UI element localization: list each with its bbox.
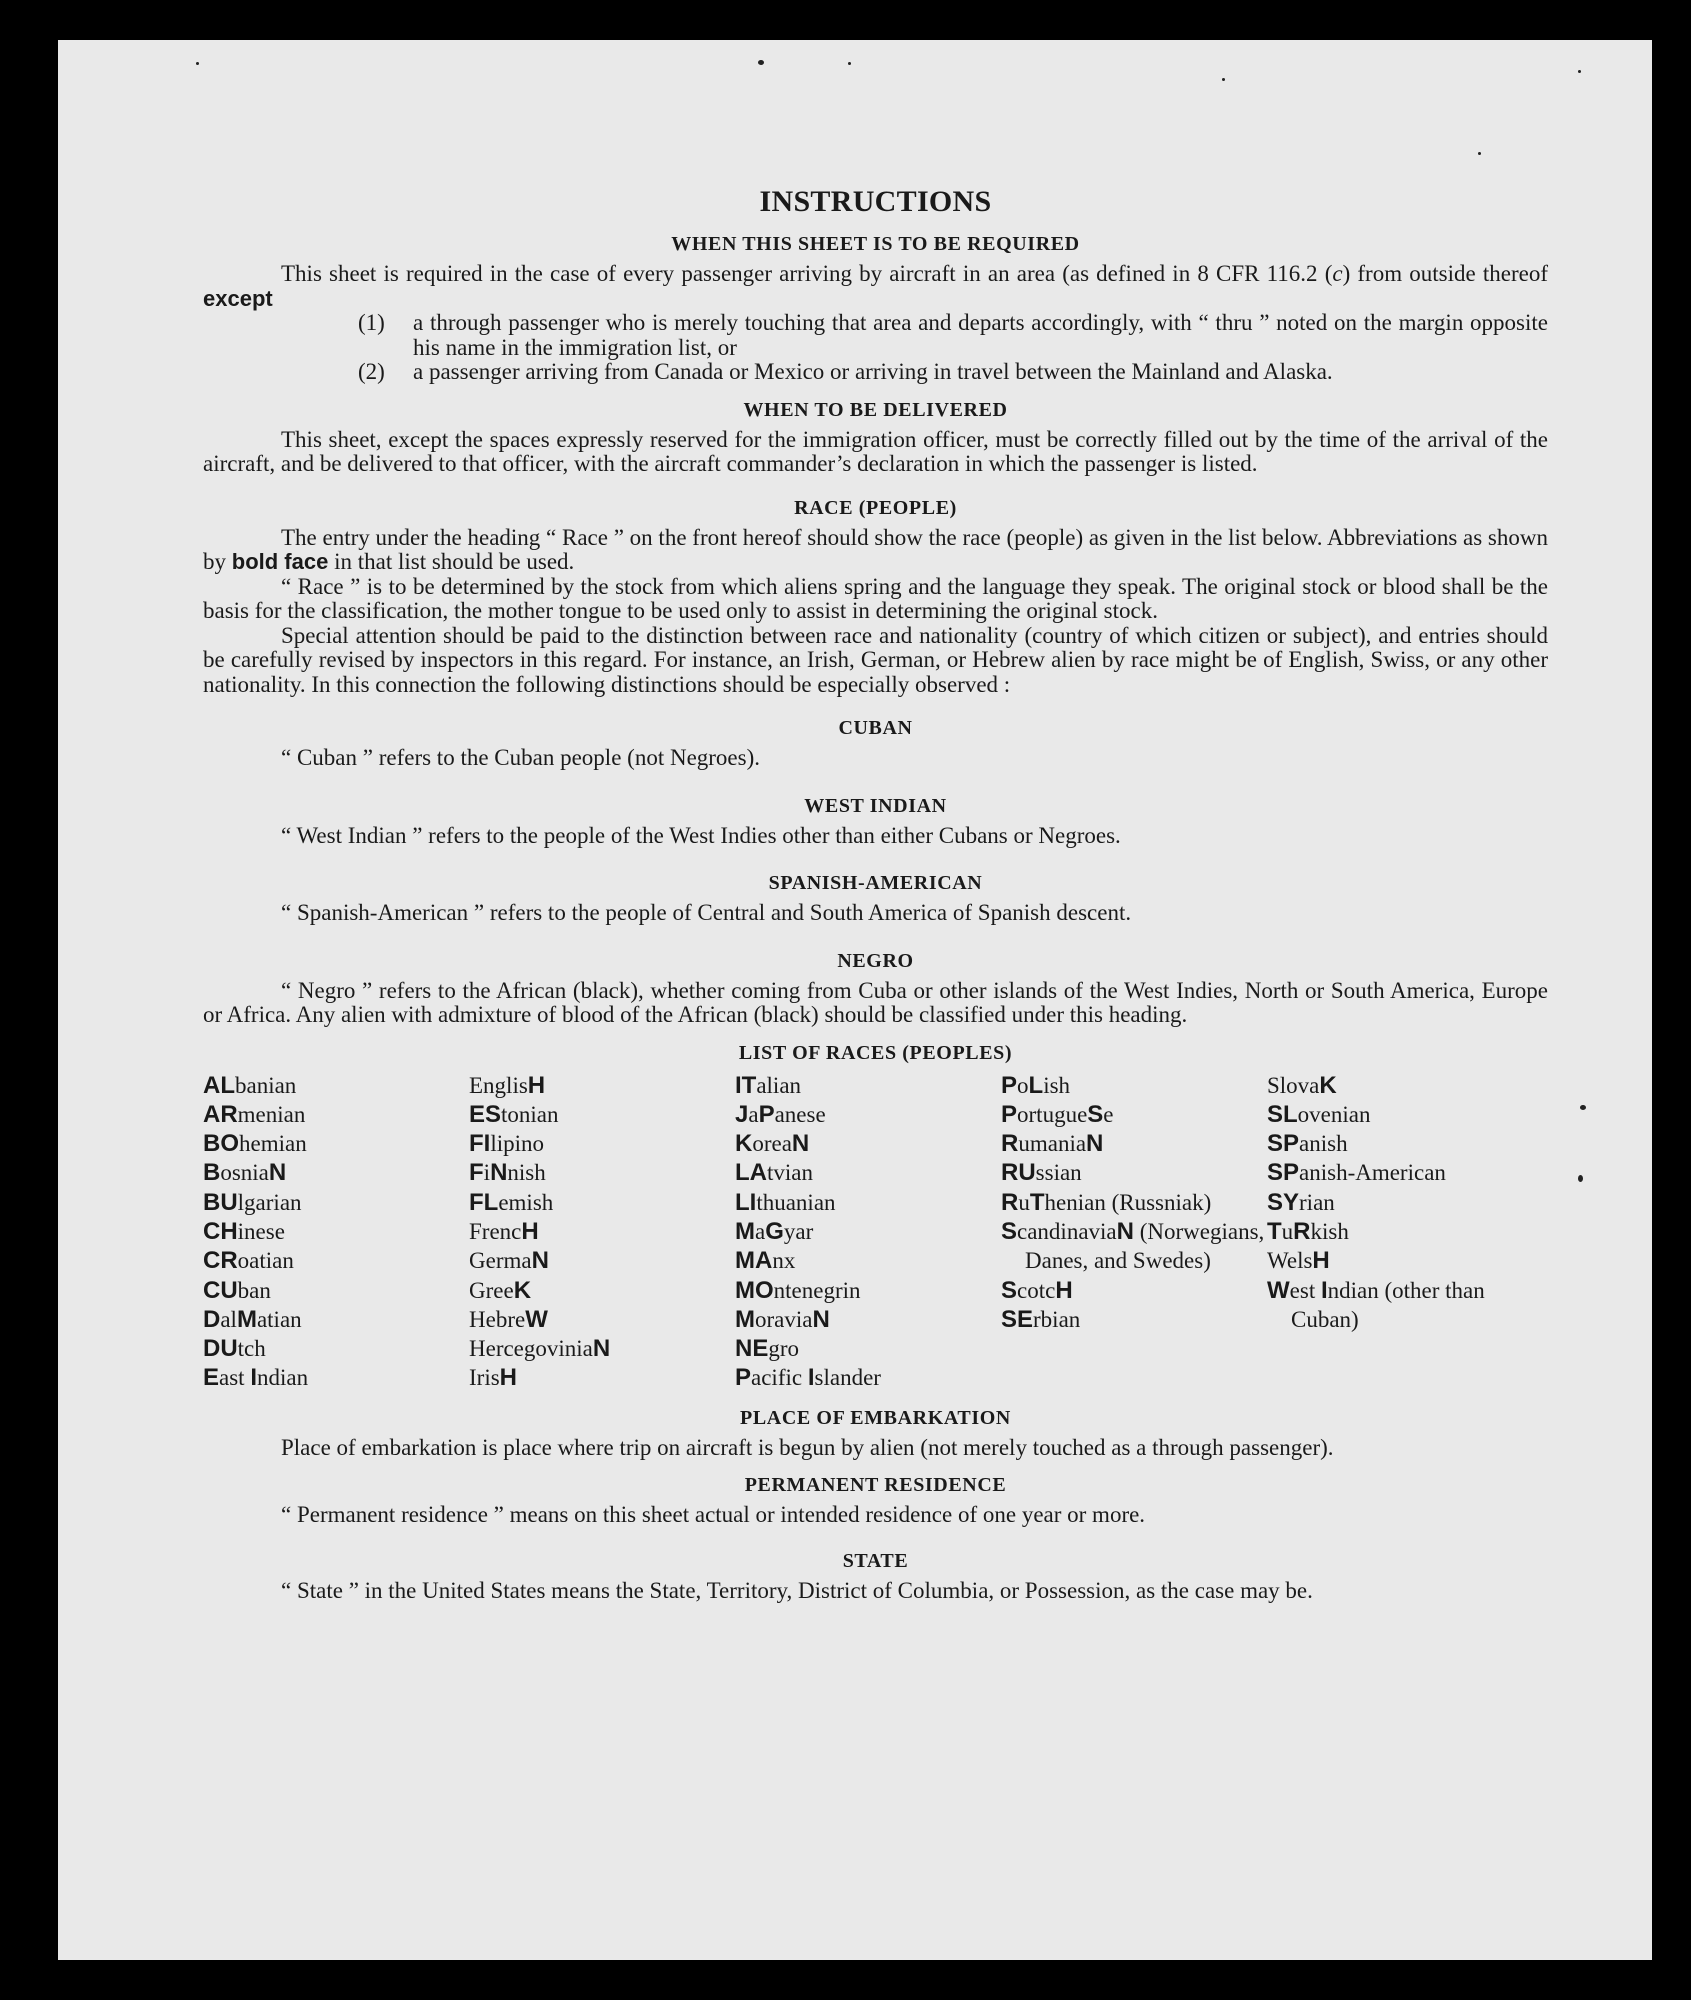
speck: [758, 60, 764, 65]
race-entry: DUtch: [203, 1335, 266, 1363]
race-entry: PortugueSe: [1001, 1100, 1114, 1128]
race-entry: HebreW: [469, 1305, 548, 1333]
race-entry: ARmenian: [203, 1100, 306, 1128]
speck: [1478, 152, 1481, 155]
heading-list-of-races: LIST OF RACES (PEOPLES): [738, 1041, 1013, 1064]
race-entry: West Indian (other than Cuban): [1267, 1276, 1485, 1332]
race-column-1: [203, 1071, 469, 1393]
paragraph-delivered: This sheet, except the spaces expressly reserved for the immigration officer, must be correctly filled out by the time of the arrival of the aircraft, and be delivered to that officer, with the aircraft commander’s declaration in which the passenger is listed.: [203, 426, 1548, 476]
race-entry: NEgro: [735, 1335, 800, 1363]
race-entry: LIthuanian: [735, 1188, 836, 1216]
heading-spanish-american: SPANISH-AMERICAN: [768, 872, 983, 894]
race-entry: RUssian: [1001, 1159, 1082, 1187]
race-entry: East Indian: [203, 1364, 309, 1392]
paragraph-west-indian: “ West Indian ” refers to the people of the West Indies other than either Cubans or Negroes.: [281, 822, 1121, 848]
race-entry: WelsH: [1267, 1247, 1330, 1275]
heading-race: RACE (PEOPLE): [794, 496, 957, 519]
race-entry: ScotcH: [1001, 1276, 1073, 1304]
race-entry: HercegoviniaN: [469, 1335, 611, 1363]
race-entry: BUlgarian: [203, 1188, 302, 1216]
races-list: [203, 1071, 1548, 1393]
race-entry: MOntenegrin: [735, 1276, 861, 1304]
speck: [1580, 1105, 1586, 1110]
race-entry: CUban: [203, 1276, 271, 1304]
race-entry: MoraviaN: [735, 1305, 830, 1333]
paragraph-race-2: “ Race ” is to be determined by the stock from which aliens spring and the language they speak. The original stock or blood shall be the basis for the classification, the mother tongue to be used only to assist in determining the original stock.: [203, 573, 1548, 623]
list-item: (2) a passenger arriving from Canada or Mexico or arriving in travel between the Mainland and Alaska.: [358, 359, 1333, 384]
race-entry: KoreaN: [735, 1130, 810, 1158]
heading-negro: NEGRO: [837, 949, 914, 972]
heading-permanent-residence: PERMANENT RESIDENCE: [744, 1474, 1007, 1497]
race-entry: ITalian: [735, 1071, 802, 1099]
race-entry: SPanish: [1267, 1130, 1348, 1158]
speck: [196, 62, 199, 65]
race-entry: EStonian: [469, 1100, 559, 1128]
heading-embarkation: PLACE OF EMBARKATION: [740, 1406, 1011, 1429]
race-entry: ALbanian: [203, 1071, 297, 1099]
paragraph-state: “ State ” in the United States means the State, Territory, District of Columbia, or Possession, as the case may be.: [281, 1577, 1313, 1603]
race-entry: JaPanese: [735, 1100, 826, 1128]
paragraph-race-1: The entry under the heading “ Race ” on the front hereof should show the race (people) as given in the list below. Abbreviations as shown by bold face in that list should be used.: [203, 524, 1548, 574]
list-item: (1) a through passenger who is merely touching that area and departs accordingly, with “ thru ” noted on the margin opposite his name in the immigration list, or: [358, 310, 1548, 360]
race-entry: CHinese: [203, 1217, 285, 1245]
race-entry: EnglisH: [469, 1071, 546, 1099]
race-entry: RuThenian (Russniak): [1001, 1188, 1212, 1216]
page-title: INSTRUCTIONS: [759, 185, 992, 218]
race-entry: FIlipino: [469, 1130, 544, 1158]
race-entry: CRoatian: [203, 1247, 294, 1275]
heading-when-required: WHEN THIS SHEET IS TO BE REQUIRED: [671, 233, 1080, 255]
race-entry: GreeK: [469, 1276, 532, 1304]
race-column-5: [1267, 1071, 1533, 1393]
paragraph-required-intro: This sheet is required in the case of every passenger arriving by aircraft in an area (as defined in 8 CFR 116.2 (c) from outside thereof except: [203, 261, 1548, 311]
race-entry: DalMatian: [203, 1305, 302, 1333]
race-entry: ScandinaviaN (Norwegians, Danes, and Swedes): [1001, 1217, 1265, 1274]
heading-state: STATE: [842, 1549, 909, 1572]
paragraph-embarkation: Place of embarkation is place where trip on aircraft is begun by alien (not merely touched as a through passenger).: [281, 1434, 1334, 1460]
race-column-4: [1001, 1071, 1267, 1393]
race-entry: FiNnish: [469, 1159, 546, 1187]
race-entry: FLemish: [469, 1188, 554, 1216]
instructions-content: [203, 145, 1548, 1603]
race-entry: BOhemian: [203, 1130, 307, 1158]
race-entry: IrisH: [469, 1364, 518, 1392]
paragraph-permanent-residence: “ Permanent residence ” means on this sheet actual or intended residence of one year or more.: [281, 1502, 1146, 1528]
paragraph-race-3: Special attention should be paid to the distinction between race and nationality (country of which citizen or subject), and entries should be carefully revised by inspectors in this regard. For instance, an Irish, German, or Hebrew alien by race might be of English, Swiss, or any other nationality. In this connection the following distinctions should be especially observed :: [203, 622, 1548, 697]
race-column-2: [469, 1071, 735, 1393]
paragraph-negro: “ Negro ” refers to the African (black), whether coming from Cuba or other islands of the West Indies, North or South America, Europe or Africa. Any alien with admixture of blood of the African (black) should be classified under this heading.: [203, 977, 1548, 1027]
race-entry: SErbian: [1001, 1305, 1081, 1333]
document-page: [58, 40, 1652, 1960]
race-entry: SLovenian: [1267, 1100, 1371, 1128]
race-entry: Pacific Islander: [735, 1364, 881, 1392]
heading-when-delivered: WHEN TO BE DELIVERED: [743, 398, 1008, 421]
speck: [848, 62, 851, 65]
paragraph-cuban: “ Cuban ” refers to the Cuban people (not Negroes).: [281, 745, 761, 770]
race-entry: SPanish-American: [1267, 1159, 1446, 1187]
heading-cuban: CUBAN: [838, 717, 913, 739]
race-entry: TuRkish: [1267, 1217, 1349, 1245]
race-entry: MaGyar: [735, 1217, 814, 1245]
race-entry: PoLish: [1001, 1071, 1071, 1099]
race-entry: FrencH: [469, 1217, 539, 1245]
race-entry: LAtvian: [735, 1159, 813, 1187]
paragraph-spanish-american: “ Spanish-American ” refers to the people of Central and South America of Spanish descent.: [281, 900, 1132, 925]
speck: [1578, 1175, 1583, 1182]
speck: [1578, 70, 1581, 73]
race-entry: MAnx: [735, 1247, 796, 1275]
race-entry: RumaniaN: [1001, 1130, 1104, 1158]
speck: [1222, 78, 1225, 81]
race-entry: SlovaK: [1267, 1071, 1337, 1099]
race-entry: BosniaN: [203, 1159, 287, 1187]
race-column-3: [735, 1071, 1001, 1393]
heading-west-indian: WEST INDIAN: [804, 794, 947, 817]
race-entry: SYrian: [1267, 1188, 1335, 1216]
race-entry: GermaN: [469, 1247, 549, 1275]
